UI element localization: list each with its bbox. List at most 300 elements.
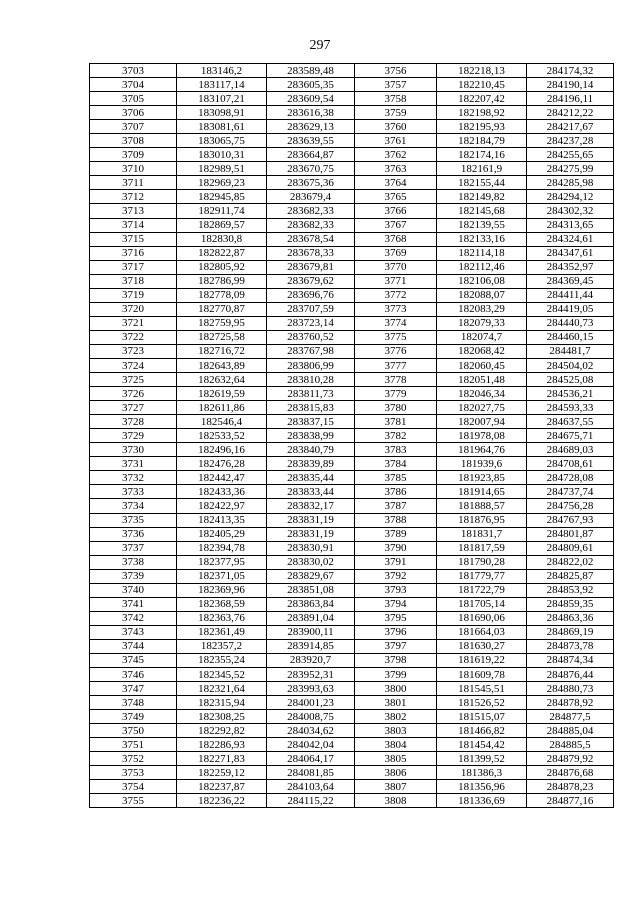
x-coordinate-left: 182422,97 <box>177 499 267 513</box>
point-number-right: 3804 <box>355 738 437 752</box>
x-coordinate-right: 182088,07 <box>437 288 527 302</box>
x-coordinate-right: 181888,57 <box>437 499 527 513</box>
y-coordinate-left: 283767,98 <box>267 344 355 358</box>
x-coordinate-right: 182145,68 <box>437 204 527 218</box>
y-coordinate-right: 284419,05 <box>527 302 614 316</box>
x-coordinate-left: 183107,21 <box>177 92 267 106</box>
point-number-right: 3795 <box>355 611 437 625</box>
table-row <box>90 597 614 611</box>
point-number-right: 3780 <box>355 401 437 415</box>
x-coordinate-left: 182368,59 <box>177 597 267 611</box>
table-row <box>90 625 614 639</box>
x-coordinate-left: 182945,85 <box>177 190 267 204</box>
table-row <box>90 232 614 246</box>
point-number-left: 3709 <box>90 148 177 162</box>
point-number-left: 3740 <box>90 583 177 597</box>
point-number-right: 3783 <box>355 443 437 457</box>
point-number-right: 3784 <box>355 457 437 471</box>
x-coordinate-left: 182315,94 <box>177 696 267 710</box>
y-coordinate-right: 284675,71 <box>527 429 614 443</box>
x-coordinate-left: 182286,93 <box>177 738 267 752</box>
x-coordinate-left: 182321,64 <box>177 682 267 696</box>
point-number-right: 3793 <box>355 583 437 597</box>
table-row <box>90 443 614 457</box>
point-number-right: 3758 <box>355 92 437 106</box>
point-number-left: 3716 <box>90 246 177 260</box>
x-coordinate-left: 182989,51 <box>177 162 267 176</box>
x-coordinate-right: 181399,52 <box>437 752 527 766</box>
x-coordinate-left: 182433,36 <box>177 485 267 499</box>
y-coordinate-right: 284352,97 <box>527 260 614 274</box>
point-number-left: 3721 <box>90 316 177 330</box>
x-coordinate-right: 182027,75 <box>437 401 527 415</box>
table-row <box>90 485 614 499</box>
x-coordinate-left: 182830,8 <box>177 232 267 246</box>
y-coordinate-right: 284411,44 <box>527 288 614 302</box>
x-coordinate-right: 181515,07 <box>437 710 527 724</box>
table-row <box>90 794 614 808</box>
y-coordinate-left: 283840,79 <box>267 443 355 457</box>
x-coordinate-right: 182174,16 <box>437 148 527 162</box>
y-coordinate-left: 283920,7 <box>267 653 355 667</box>
point-number-right: 3787 <box>355 499 437 513</box>
point-number-right: 3781 <box>355 415 437 429</box>
y-coordinate-left: 283639,55 <box>267 134 355 148</box>
table-row <box>90 710 614 724</box>
x-coordinate-left: 182632,64 <box>177 373 267 387</box>
point-number-right: 3759 <box>355 106 437 120</box>
y-coordinate-right: 284876,68 <box>527 766 614 780</box>
point-number-right: 3792 <box>355 569 437 583</box>
point-number-left: 3742 <box>90 611 177 625</box>
point-number-left: 3751 <box>90 738 177 752</box>
table-row <box>90 64 614 78</box>
table-row <box>90 429 614 443</box>
table-row <box>90 162 614 176</box>
table-row <box>90 148 614 162</box>
table-row <box>90 415 614 429</box>
x-coordinate-left: 182546,4 <box>177 415 267 429</box>
table-row <box>90 583 614 597</box>
x-coordinate-right: 181664,03 <box>437 625 527 639</box>
y-coordinate-right: 284822,02 <box>527 555 614 569</box>
point-number-left: 3719 <box>90 288 177 302</box>
y-coordinate-left: 283679,62 <box>267 274 355 288</box>
y-coordinate-left: 283815,83 <box>267 401 355 415</box>
table-row <box>90 330 614 344</box>
point-number-left: 3724 <box>90 358 177 372</box>
y-coordinate-left: 284081,85 <box>267 766 355 780</box>
point-number-left: 3748 <box>90 696 177 710</box>
x-coordinate-right: 181876,95 <box>437 513 527 527</box>
y-coordinate-right: 284877,16 <box>527 794 614 808</box>
x-coordinate-left: 182496,16 <box>177 443 267 457</box>
y-coordinate-left: 283616,38 <box>267 106 355 120</box>
y-coordinate-left: 284008,75 <box>267 710 355 724</box>
x-coordinate-right: 182007,94 <box>437 415 527 429</box>
point-number-left: 3725 <box>90 373 177 387</box>
x-coordinate-right: 181619,22 <box>437 653 527 667</box>
y-coordinate-left: 283863,84 <box>267 597 355 611</box>
y-coordinate-right: 284756,28 <box>527 499 614 513</box>
y-coordinate-right: 284877,5 <box>527 710 614 724</box>
x-coordinate-right: 182068,42 <box>437 344 527 358</box>
y-coordinate-left: 283605,35 <box>267 78 355 92</box>
point-number-left: 3711 <box>90 176 177 190</box>
table-row <box>90 260 614 274</box>
x-coordinate-right: 182060,45 <box>437 358 527 372</box>
page-number: 297 <box>309 38 331 53</box>
y-coordinate-left: 284115,22 <box>267 794 355 808</box>
table-row <box>90 120 614 134</box>
point-number-right: 3776 <box>355 344 437 358</box>
y-coordinate-right: 284708,61 <box>527 457 614 471</box>
x-coordinate-left: 182619,59 <box>177 387 267 401</box>
table-row <box>90 738 614 752</box>
point-number-left: 3710 <box>90 162 177 176</box>
point-number-right: 3779 <box>355 387 437 401</box>
point-number-left: 3746 <box>90 668 177 682</box>
x-coordinate-left: 182355,24 <box>177 653 267 667</box>
x-coordinate-left: 182292,82 <box>177 724 267 738</box>
x-coordinate-right: 181386,3 <box>437 766 527 780</box>
x-coordinate-left: 182533,52 <box>177 429 267 443</box>
table-row <box>90 106 614 120</box>
table-row <box>90 344 614 358</box>
x-coordinate-right: 182079,33 <box>437 316 527 330</box>
y-coordinate-left: 283810,28 <box>267 373 355 387</box>
point-number-right: 3785 <box>355 471 437 485</box>
x-coordinate-left: 182716,72 <box>177 344 267 358</box>
table-row <box>90 302 614 316</box>
x-coordinate-right: 182114,18 <box>437 246 527 260</box>
point-number-right: 3763 <box>355 162 437 176</box>
y-coordinate-right: 284853,92 <box>527 583 614 597</box>
x-coordinate-right: 182161,9 <box>437 162 527 176</box>
y-coordinate-right: 284212,22 <box>527 106 614 120</box>
point-number-right: 3808 <box>355 794 437 808</box>
point-number-right: 3790 <box>355 541 437 555</box>
x-coordinate-right: 181336,69 <box>437 794 527 808</box>
point-number-right: 3805 <box>355 752 437 766</box>
x-coordinate-left: 182643,89 <box>177 358 267 372</box>
x-coordinate-left: 182770,87 <box>177 302 267 316</box>
point-number-left: 3730 <box>90 443 177 457</box>
y-coordinate-right: 284440,73 <box>527 316 614 330</box>
point-number-right: 3796 <box>355 625 437 639</box>
x-coordinate-left: 182911,74 <box>177 204 267 218</box>
point-number-left: 3734 <box>90 499 177 513</box>
y-coordinate-right: 284190,14 <box>527 78 614 92</box>
y-coordinate-right: 284728,08 <box>527 471 614 485</box>
y-coordinate-right: 284275,99 <box>527 162 614 176</box>
x-coordinate-left: 182271,83 <box>177 752 267 766</box>
x-coordinate-left: 182369,96 <box>177 583 267 597</box>
x-coordinate-left: 183081,61 <box>177 120 267 134</box>
point-number-right: 3798 <box>355 653 437 667</box>
x-coordinate-left: 183098,91 <box>177 106 267 120</box>
point-number-left: 3733 <box>90 485 177 499</box>
y-coordinate-right: 284460,15 <box>527 330 614 344</box>
y-coordinate-right: 284737,74 <box>527 485 614 499</box>
point-number-right: 3791 <box>355 555 437 569</box>
point-number-left: 3739 <box>90 569 177 583</box>
table-row <box>90 682 614 696</box>
point-number-left: 3722 <box>90 330 177 344</box>
table-row <box>90 724 614 738</box>
y-coordinate-left: 283829,67 <box>267 569 355 583</box>
y-coordinate-left: 284042,04 <box>267 738 355 752</box>
point-number-right: 3803 <box>355 724 437 738</box>
point-number-left: 3744 <box>90 639 177 653</box>
x-coordinate-right: 181690,06 <box>437 611 527 625</box>
point-number-left: 3755 <box>90 794 177 808</box>
point-number-left: 3703 <box>90 64 177 78</box>
y-coordinate-right: 284369,45 <box>527 274 614 288</box>
table-row <box>90 176 614 190</box>
x-coordinate-right: 181939,6 <box>437 457 527 471</box>
y-coordinate-left: 283811,73 <box>267 387 355 401</box>
y-coordinate-left: 283914,85 <box>267 639 355 653</box>
point-number-right: 3774 <box>355 316 437 330</box>
coordinates-table-body <box>90 64 614 808</box>
x-coordinate-right: 181466,82 <box>437 724 527 738</box>
point-number-left: 3713 <box>90 204 177 218</box>
x-coordinate-right: 182106,08 <box>437 274 527 288</box>
y-coordinate-right: 284637,55 <box>527 415 614 429</box>
point-number-right: 3772 <box>355 288 437 302</box>
point-number-right: 3801 <box>355 696 437 710</box>
point-number-right: 3799 <box>355 668 437 682</box>
y-coordinate-left: 283679,4 <box>267 190 355 204</box>
table-row <box>90 78 614 92</box>
y-coordinate-left: 283833,44 <box>267 485 355 499</box>
point-number-left: 3726 <box>90 387 177 401</box>
point-number-right: 3788 <box>355 513 437 527</box>
y-coordinate-right: 284237,28 <box>527 134 614 148</box>
x-coordinate-left: 183117,14 <box>177 78 267 92</box>
x-coordinate-right: 182074,7 <box>437 330 527 344</box>
point-number-left: 3704 <box>90 78 177 92</box>
x-coordinate-right: 181790,28 <box>437 555 527 569</box>
y-coordinate-left: 283839,89 <box>267 457 355 471</box>
x-coordinate-right: 181609,78 <box>437 668 527 682</box>
y-coordinate-left: 284103,64 <box>267 780 355 794</box>
table-row <box>90 373 614 387</box>
table-row <box>90 527 614 541</box>
table-row <box>90 752 614 766</box>
y-coordinate-left: 283830,02 <box>267 555 355 569</box>
x-coordinate-left: 182822,87 <box>177 246 267 260</box>
y-coordinate-left: 283696,76 <box>267 288 355 302</box>
y-coordinate-right: 284294,12 <box>527 190 614 204</box>
x-coordinate-left: 182476,28 <box>177 457 267 471</box>
x-coordinate-left: 182237,87 <box>177 780 267 794</box>
point-number-right: 3765 <box>355 190 437 204</box>
x-coordinate-left: 183010,31 <box>177 148 267 162</box>
table-row <box>90 274 614 288</box>
point-number-right: 3761 <box>355 134 437 148</box>
point-number-left: 3735 <box>90 513 177 527</box>
x-coordinate-right: 182195,93 <box>437 120 527 134</box>
point-number-right: 3807 <box>355 780 437 794</box>
point-number-right: 3794 <box>355 597 437 611</box>
point-number-left: 3736 <box>90 527 177 541</box>
x-coordinate-right: 182046,34 <box>437 387 527 401</box>
y-coordinate-left: 284001,23 <box>267 696 355 710</box>
y-coordinate-right: 284801,87 <box>527 527 614 541</box>
table-row <box>90 569 614 583</box>
x-coordinate-left: 182759,95 <box>177 316 267 330</box>
x-coordinate-right: 181545,51 <box>437 682 527 696</box>
point-number-right: 3767 <box>355 218 437 232</box>
point-number-left: 3717 <box>90 260 177 274</box>
y-coordinate-right: 284285,98 <box>527 176 614 190</box>
point-number-left: 3732 <box>90 471 177 485</box>
table-row <box>90 668 614 682</box>
y-coordinate-left: 283993,63 <box>267 682 355 696</box>
point-number-right: 3778 <box>355 373 437 387</box>
y-coordinate-left: 283679,81 <box>267 260 355 274</box>
point-number-right: 3756 <box>355 64 437 78</box>
point-number-left: 3743 <box>90 625 177 639</box>
point-number-right: 3802 <box>355 710 437 724</box>
y-coordinate-right: 284876,44 <box>527 668 614 682</box>
x-coordinate-right: 182083,29 <box>437 302 527 316</box>
y-coordinate-left: 283707,59 <box>267 302 355 316</box>
y-coordinate-right: 284885,04 <box>527 724 614 738</box>
table-row <box>90 499 614 513</box>
x-coordinate-right: 182218,13 <box>437 64 527 78</box>
table-row <box>90 246 614 260</box>
table-row <box>90 766 614 780</box>
point-number-left: 3705 <box>90 92 177 106</box>
x-coordinate-left: 182405,29 <box>177 527 267 541</box>
x-coordinate-right: 181722,79 <box>437 583 527 597</box>
y-coordinate-left: 283678,33 <box>267 246 355 260</box>
table-row <box>90 358 614 372</box>
y-coordinate-right: 284525,08 <box>527 373 614 387</box>
x-coordinate-right: 181964,76 <box>437 443 527 457</box>
table-row <box>90 204 614 218</box>
point-number-left: 3750 <box>90 724 177 738</box>
x-coordinate-right: 182149,82 <box>437 190 527 204</box>
table-row <box>90 653 614 667</box>
x-coordinate-left: 182357,2 <box>177 639 267 653</box>
point-number-left: 3727 <box>90 401 177 415</box>
x-coordinate-left: 182413,35 <box>177 513 267 527</box>
x-coordinate-right: 181831,7 <box>437 527 527 541</box>
x-coordinate-left: 182778,09 <box>177 288 267 302</box>
x-coordinate-right: 181356,96 <box>437 780 527 794</box>
y-coordinate-left: 283675,36 <box>267 176 355 190</box>
x-coordinate-right: 181978,08 <box>437 429 527 443</box>
table-row <box>90 541 614 555</box>
table-row <box>90 190 614 204</box>
point-number-left: 3706 <box>90 106 177 120</box>
x-coordinate-right: 181779,77 <box>437 569 527 583</box>
point-number-right: 3800 <box>355 682 437 696</box>
x-coordinate-right: 182051,48 <box>437 373 527 387</box>
x-coordinate-right: 182112,46 <box>437 260 527 274</box>
y-coordinate-left: 283629,13 <box>267 120 355 134</box>
x-coordinate-left: 182377,95 <box>177 555 267 569</box>
y-coordinate-right: 284347,61 <box>527 246 614 260</box>
point-number-right: 3768 <box>355 232 437 246</box>
table-row <box>90 134 614 148</box>
point-number-right: 3770 <box>355 260 437 274</box>
y-coordinate-left: 283682,33 <box>267 218 355 232</box>
y-coordinate-left: 283670,75 <box>267 162 355 176</box>
y-coordinate-right: 284859,35 <box>527 597 614 611</box>
x-coordinate-left: 182394,78 <box>177 541 267 555</box>
y-coordinate-right: 284879,92 <box>527 752 614 766</box>
point-number-right: 3775 <box>355 330 437 344</box>
table-row <box>90 401 614 415</box>
table-row <box>90 218 614 232</box>
x-coordinate-right: 182184,79 <box>437 134 527 148</box>
y-coordinate-right: 284825,87 <box>527 569 614 583</box>
y-coordinate-left: 283831,19 <box>267 527 355 541</box>
y-coordinate-right: 284689,03 <box>527 443 614 457</box>
point-number-left: 3728 <box>90 415 177 429</box>
y-coordinate-right: 284593,33 <box>527 401 614 415</box>
x-coordinate-left: 182611,86 <box>177 401 267 415</box>
y-coordinate-right: 284504,02 <box>527 358 614 372</box>
x-coordinate-left: 182969,23 <box>177 176 267 190</box>
point-number-left: 3718 <box>90 274 177 288</box>
x-coordinate-left: 182308,25 <box>177 710 267 724</box>
y-coordinate-left: 283831,19 <box>267 513 355 527</box>
point-number-left: 3749 <box>90 710 177 724</box>
x-coordinate-right: 181817,59 <box>437 541 527 555</box>
y-coordinate-left: 283891,04 <box>267 611 355 625</box>
y-coordinate-right: 284196,11 <box>527 92 614 106</box>
x-coordinate-left: 182725,58 <box>177 330 267 344</box>
y-coordinate-left: 283851,08 <box>267 583 355 597</box>
point-number-left: 3752 <box>90 752 177 766</box>
point-number-left: 3731 <box>90 457 177 471</box>
y-coordinate-left: 283664,87 <box>267 148 355 162</box>
x-coordinate-right: 181705,14 <box>437 597 527 611</box>
x-coordinate-left: 182371,05 <box>177 569 267 583</box>
x-coordinate-left: 182361,49 <box>177 625 267 639</box>
x-coordinate-right: 182210,45 <box>437 78 527 92</box>
y-coordinate-left: 283682,33 <box>267 204 355 218</box>
x-coordinate-left: 182442,47 <box>177 471 267 485</box>
x-coordinate-right: 182133,16 <box>437 232 527 246</box>
y-coordinate-right: 284874,34 <box>527 653 614 667</box>
x-coordinate-left: 182786,99 <box>177 274 267 288</box>
y-coordinate-right: 284863,36 <box>527 611 614 625</box>
y-coordinate-left: 284034,62 <box>267 724 355 738</box>
point-number-right: 3769 <box>355 246 437 260</box>
table-row <box>90 288 614 302</box>
y-coordinate-right: 284174,32 <box>527 64 614 78</box>
table-row <box>90 611 614 625</box>
table-row <box>90 513 614 527</box>
y-coordinate-right: 284885,5 <box>527 738 614 752</box>
x-coordinate-left: 182869,57 <box>177 218 267 232</box>
point-number-right: 3771 <box>355 274 437 288</box>
x-coordinate-left: 182363,76 <box>177 611 267 625</box>
point-number-right: 3760 <box>355 120 437 134</box>
point-number-left: 3714 <box>90 218 177 232</box>
point-number-left: 3707 <box>90 120 177 134</box>
point-number-right: 3789 <box>355 527 437 541</box>
point-number-right: 3782 <box>355 429 437 443</box>
point-number-right: 3757 <box>355 78 437 92</box>
